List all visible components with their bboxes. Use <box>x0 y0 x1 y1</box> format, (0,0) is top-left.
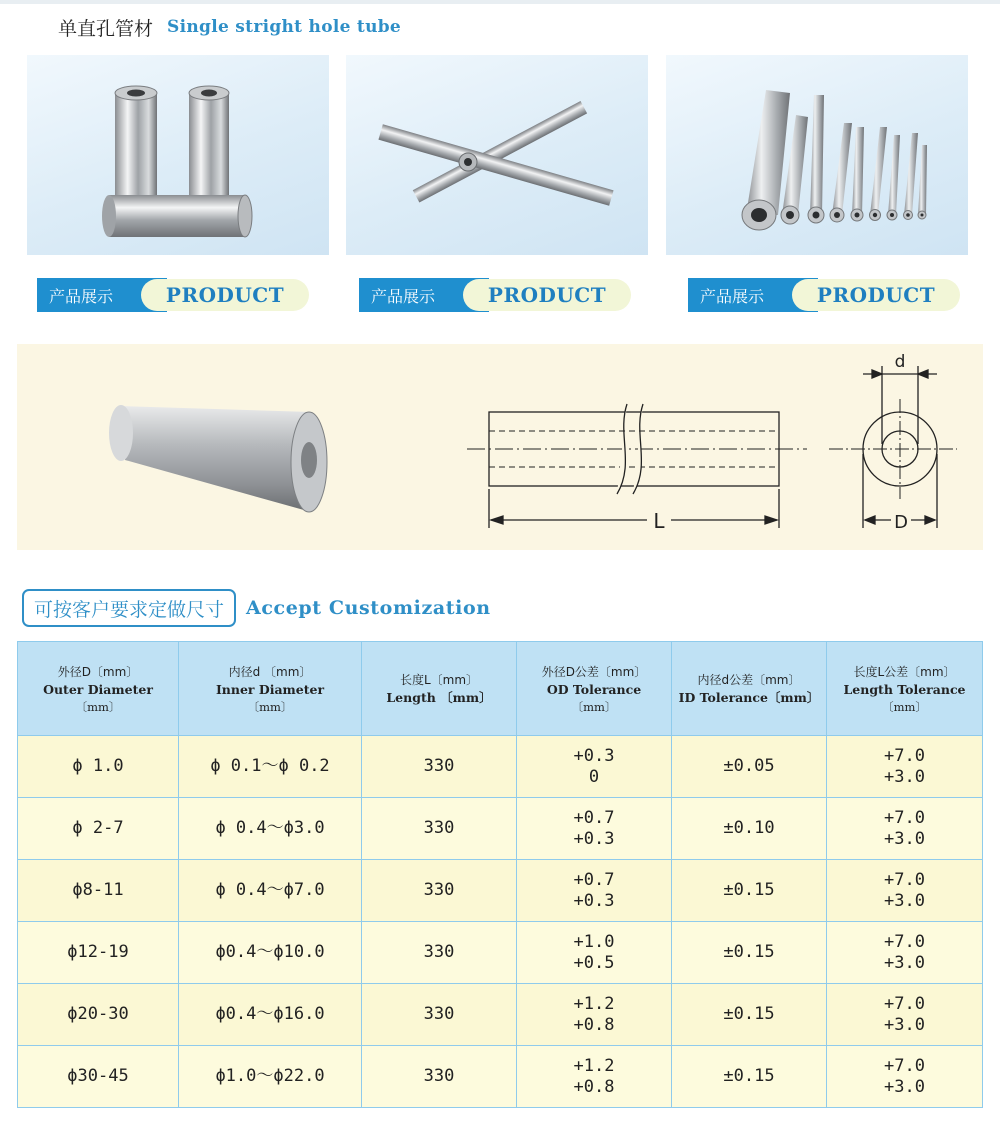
cell-length: 330 <box>362 860 517 922</box>
cell-length-tolerance <box>827 984 983 1046</box>
header-length-tolerance <box>827 642 983 736</box>
cell-length: 330 <box>362 984 517 1046</box>
cell-outer-diameter: ϕ 2-7 <box>18 798 179 860</box>
product-badge-label-zh: 产品展示 <box>37 278 167 312</box>
header-inner-diameter <box>179 642 362 736</box>
specification-table <box>17 641 983 1108</box>
header-length <box>362 642 517 736</box>
product-badge-3 <box>688 278 936 312</box>
length-tolerance-lower: +3.0 <box>884 890 925 911</box>
table-row <box>18 860 983 922</box>
header-en: Outer Diameter <box>43 681 153 697</box>
cell-id-tolerance: ±0.15 <box>672 860 827 922</box>
table-row <box>18 1046 983 1108</box>
header-zh: 内径d 〔mm〕 <box>228 664 312 679</box>
length-tolerance-upper: +7.0 <box>884 869 925 890</box>
cell-outer-diameter: ϕ20-30 <box>18 984 179 1046</box>
cell-length-tolerance <box>827 798 983 860</box>
page-title-en: Single stright hole tube <box>167 17 402 37</box>
length-tolerance-upper: +7.0 <box>884 931 925 952</box>
table-header-row <box>18 642 983 736</box>
cell-od-tolerance <box>517 984 672 1046</box>
od-tolerance-upper: +1.2 <box>573 993 615 1014</box>
tube-render-image <box>109 405 327 512</box>
cell-inner-diameter: ϕ0.4～ϕ16.0 <box>179 984 362 1046</box>
product-badge-2 <box>359 278 607 312</box>
cell-id-tolerance: ±0.15 <box>672 1046 827 1108</box>
header-en: Inner Diameter <box>215 681 325 697</box>
table-row <box>18 922 983 984</box>
od-tolerance-upper: +0.7 <box>573 869 615 890</box>
od-tolerance-upper: +1.2 <box>573 1055 615 1076</box>
cell-inner-diameter: ϕ 0.4～ϕ3.0 <box>179 798 362 860</box>
cell-length: 330 <box>362 736 517 798</box>
cell-length: 330 <box>362 1046 517 1108</box>
cell-outer-diameter: ϕ30-45 <box>18 1046 179 1108</box>
header-id-tolerance <box>672 642 827 736</box>
side-view-drawing <box>467 404 807 528</box>
product-badge-label-zh: 产品展示 <box>688 278 818 312</box>
customization-banner <box>22 589 491 627</box>
product-badge-1 <box>37 278 285 312</box>
product-photo-short-tubes <box>27 55 329 255</box>
cell-length-tolerance <box>827 736 983 798</box>
cell-outer-diameter: ϕ 1.0 <box>18 736 179 798</box>
page-title <box>58 12 401 42</box>
length-tolerance-upper: +7.0 <box>884 745 925 766</box>
table-row <box>18 984 983 1046</box>
header-en: OD Tolerance <box>546 681 642 697</box>
od-tolerance-upper: +0.7 <box>573 807 615 828</box>
cell-od-tolerance <box>517 922 672 984</box>
product-badge-label-zh: 产品展示 <box>359 278 489 312</box>
table-row <box>18 798 983 860</box>
length-tolerance-upper: +7.0 <box>884 807 925 828</box>
cell-id-tolerance: ±0.10 <box>672 798 827 860</box>
product-photo-crossed-rods <box>346 55 648 255</box>
cell-outer-diameter: ϕ12-19 <box>18 922 179 984</box>
length-tolerance-lower: +3.0 <box>884 1076 925 1097</box>
od-tolerance-upper: +0.3 <box>573 745 615 766</box>
table-row <box>18 736 983 798</box>
product-badge-label-en: PRODUCT <box>141 279 309 311</box>
product-badge-label-en: PRODUCT <box>463 279 631 311</box>
cell-od-tolerance <box>517 1046 672 1108</box>
customization-label-en: Accept Customization <box>246 597 491 619</box>
length-tolerance-upper: +7.0 <box>884 1055 925 1076</box>
header-zh: 长度L〔mm〕 <box>399 672 479 687</box>
cell-od-tolerance <box>517 860 672 922</box>
product-photo-graduated-tubes <box>666 55 968 255</box>
top-divider <box>0 0 1000 4</box>
length-tolerance-upper: +7.0 <box>884 993 925 1014</box>
cell-outer-diameter: ϕ8-11 <box>18 860 179 922</box>
header-zh: 内径d公差〔mm〕 <box>697 672 801 687</box>
technical-drawing-panel <box>17 344 983 550</box>
od-tolerance-lower: +0.3 <box>573 828 615 849</box>
cell-od-tolerance <box>517 736 672 798</box>
cell-length-tolerance <box>827 860 983 922</box>
od-tolerance-lower: +0.5 <box>573 952 615 973</box>
cell-length: 330 <box>362 798 517 860</box>
header-unit: 〔mm〕 <box>571 699 617 714</box>
header-outer-diameter <box>18 642 179 736</box>
cell-id-tolerance: ±0.15 <box>672 922 827 984</box>
end-view-drawing <box>829 366 957 528</box>
length-tolerance-lower: +3.0 <box>884 828 925 849</box>
cell-inner-diameter: ϕ1.0～ϕ22.0 <box>179 1046 362 1108</box>
header-od-tolerance <box>517 642 672 736</box>
customization-label-zh: 可按客户要求定做尺寸 <box>22 589 236 627</box>
header-en: Length 〔mm〕 <box>386 689 492 705</box>
header-zh: 外径D公差〔mm〕 <box>541 664 647 679</box>
length-tolerance-lower: +3.0 <box>884 952 925 973</box>
od-tolerance-lower: +0.8 <box>573 1014 615 1035</box>
header-zh: 长度L公差〔mm〕 <box>853 664 956 679</box>
cell-id-tolerance: ±0.15 <box>672 984 827 1046</box>
cell-inner-diameter: ϕ0.4～ϕ10.0 <box>179 922 362 984</box>
cell-od-tolerance <box>517 798 672 860</box>
cell-id-tolerance: ±0.05 <box>672 736 827 798</box>
inner-diameter-label: d <box>894 352 906 372</box>
od-tolerance-upper: +1.0 <box>573 931 615 952</box>
header-zh: 外径D〔mm〕 <box>57 664 139 679</box>
cell-inner-diameter: ϕ 0.4～ϕ7.0 <box>179 860 362 922</box>
od-tolerance-lower: +0.3 <box>573 890 615 911</box>
cell-length: 330 <box>362 922 517 984</box>
outer-diameter-label: D <box>894 512 908 533</box>
length-dimension-label: L <box>653 509 665 533</box>
cell-length-tolerance <box>827 1046 983 1108</box>
length-tolerance-lower: +3.0 <box>884 1014 925 1035</box>
cell-inner-diameter: ϕ 0.1～ϕ 0.2 <box>179 736 362 798</box>
product-badge-label-en: PRODUCT <box>792 279 960 311</box>
length-tolerance-lower: +3.0 <box>884 766 925 787</box>
header-en: ID Tolerance〔mm〕 <box>678 689 820 705</box>
header-en: Length Tolerance <box>843 681 966 697</box>
page-title-zh: 单直孔管材 <box>58 17 154 40</box>
header-unit: 〔mm〕 <box>882 699 927 714</box>
od-tolerance-lower: 0 <box>588 766 600 787</box>
header-unit: 〔mm〕 <box>247 699 293 714</box>
header-unit: 〔mm〕 <box>75 699 121 714</box>
od-tolerance-lower: +0.8 <box>573 1076 615 1097</box>
cell-length-tolerance <box>827 922 983 984</box>
